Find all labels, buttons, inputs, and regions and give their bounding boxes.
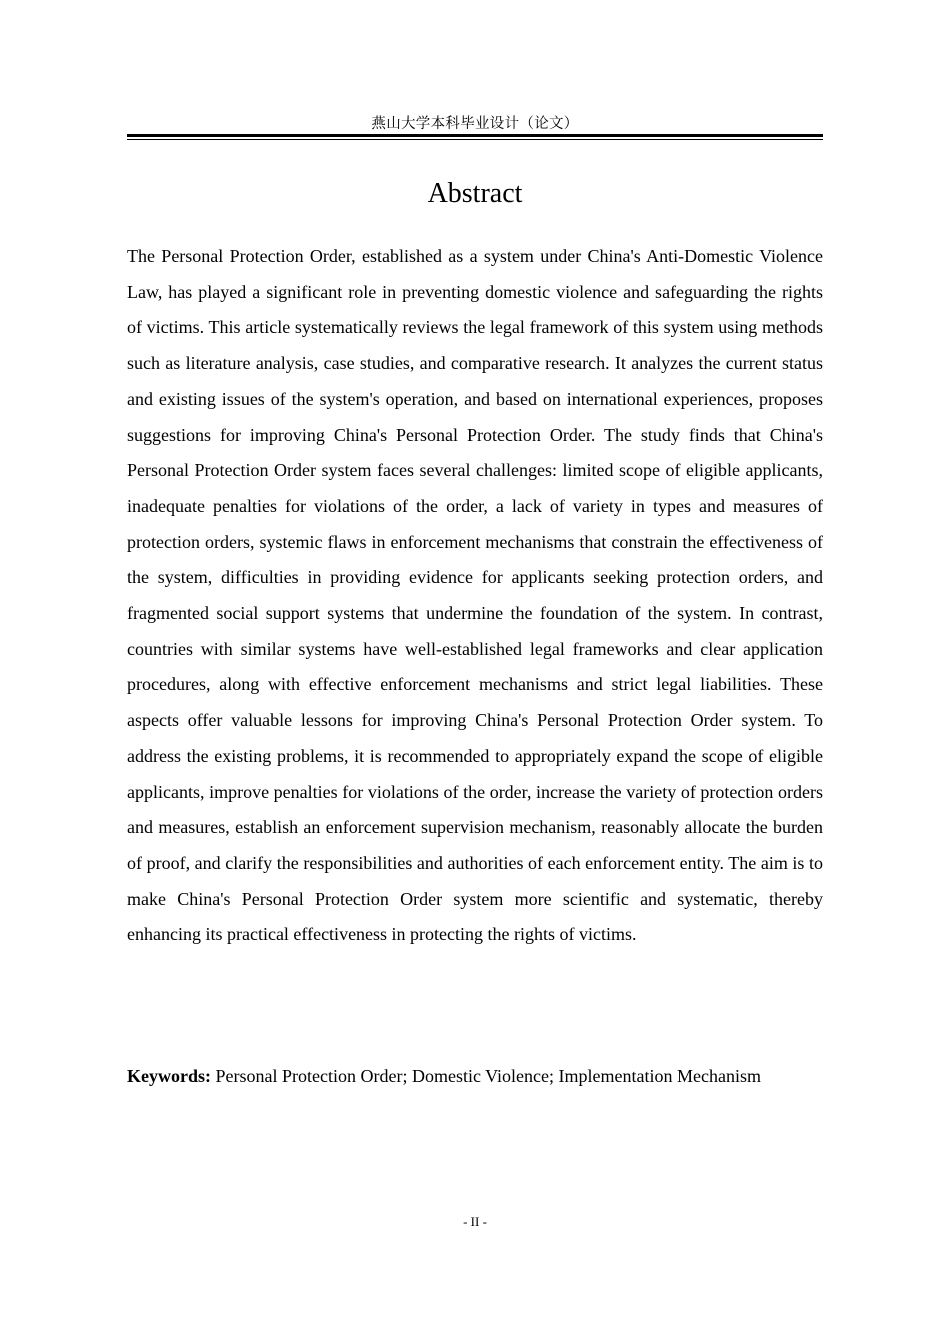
- abstract-title: Abstract: [427, 178, 523, 209]
- header-rule-thin: [127, 139, 823, 140]
- keywords-text: Personal Protection Order; Domestic Violence; Implementation Mechanism: [211, 1066, 761, 1086]
- page-number: - II -: [463, 1214, 487, 1229]
- abstract-body: The Personal Protection Order, established as a system under China's Anti-Domestic Violence Law, has played a significant role in preventing domestic violence and safeguarding the rights of victims. This article systematically reviews the legal framework of this system using methods such as literature analysis, case studies, and comparative research. It analyzes the current status and existing issues of the system's operation, and based on international experiences, proposes suggestions for improving China's Personal Protection Order. The study finds that China's Personal Protection Order system faces several challenges: limited scope of eligible applicants, inadequate penalties for violations of the order, a lack of variety in types and measures of protection orders, systemic flaws in enforcement mechanisms that constrain the effectiveness of the system, difficulties in providing evidence for applicants seeking protection orders, and fragmented social support systems that undermine the foundation of the system. In contrast, countries with similar systems have well-established legal frameworks and clear application procedures, along with effective enforcement mechanisms and strict legal liabilities. These aspects offer valuable lessons for improving China's Personal Protection Order system. To address the existing problems, it is recommended to appropriately expand the scope of eligible applicants, improve penalties for violations of the order, increase the variety of protection orders and measures, establish an enforcement supervision mechanism, reasonably allocate the burden of proof, and clarify the responsibilities and authorities of each enforcement entity. The aim is to make China's Personal Protection Order system more scientific and systematic, thereby enhancing its practical effectiveness in protecting the rights of victims.: [127, 246, 823, 945]
- page-header: 燕山大学本科毕业设计（论文）: [371, 116, 579, 132]
- header-rule-thick: [127, 134, 823, 137]
- keywords-line: [127, 1059, 823, 1095]
- keywords-label: Keywords:: [127, 1066, 211, 1086]
